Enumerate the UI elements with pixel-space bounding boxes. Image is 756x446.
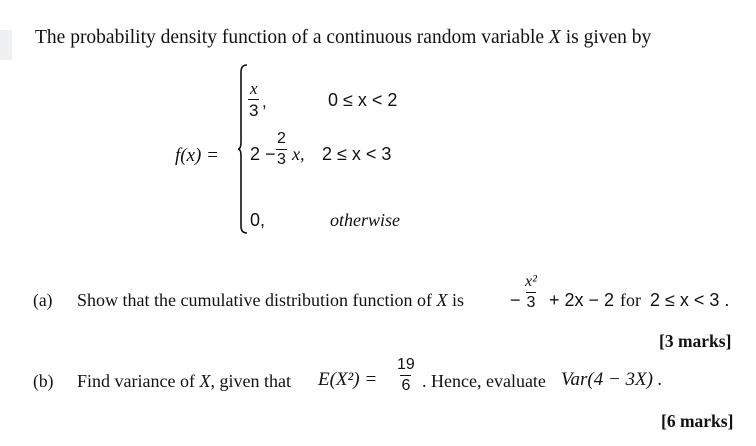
part-a-marks: [3 marks] <box>659 331 732 351</box>
intro-text-after: is given by <box>565 27 652 48</box>
part-b-text-before: Find variance of <box>77 371 195 391</box>
pdf-lhs: f(x) = <box>175 145 219 166</box>
question-intro <box>35 27 651 49</box>
left-edge-strip <box>0 30 12 60</box>
part-a-denominator: 3 <box>526 294 536 311</box>
case1-denominator: 3 <box>249 101 259 120</box>
part-b-text-mid: , given that <box>210 371 291 391</box>
part-a-text <box>77 290 464 311</box>
part-a-expr-tail: + 2x − 2 <box>549 290 615 310</box>
case1-numerator: x <box>249 79 258 98</box>
left-brace <box>238 64 248 234</box>
part-b-numerator: 19 <box>397 356 415 373</box>
part-a-for: for <box>620 290 641 310</box>
part-b-fraction <box>396 357 416 394</box>
part-b-text <box>77 371 291 392</box>
part-a-text-mid: is <box>451 290 464 310</box>
part-b-variable: X <box>199 371 211 391</box>
case1-condition: 0 ≤ x < 2 <box>328 90 398 110</box>
part-a-text-before: Show that the cumulative distribution function of <box>77 290 432 310</box>
case1-suffix: , <box>262 92 267 111</box>
part-b-expect-lhs: E(X²) = <box>318 369 378 390</box>
case2-suffix: x, <box>292 144 305 164</box>
part-b-label: (b) <box>33 371 54 391</box>
case2-numerator: 2 <box>277 130 286 147</box>
part-b-var-expr: Var(4 − 3X) . <box>561 369 663 390</box>
part-a-variable: X <box>436 290 448 310</box>
case2-condition: 2 ≤ x < 3 <box>322 144 392 164</box>
part-a-numerator: x² <box>525 273 537 290</box>
case3-condition: otherwise <box>330 210 400 230</box>
intro-variable: X <box>548 27 561 48</box>
part-a-label: (a) <box>33 290 53 310</box>
case1-fraction <box>248 80 259 119</box>
part-b-denominator: 6 <box>401 377 411 394</box>
case2-fraction <box>276 131 287 168</box>
case2-denominator: 3 <box>277 151 286 168</box>
case2-prefix: 2 − <box>250 144 276 164</box>
part-a-frac-sign: − <box>510 290 521 310</box>
part-a-fraction <box>524 274 538 311</box>
case3-expr: 0, <box>250 210 266 230</box>
part-b-marks: [6 marks] <box>661 411 734 431</box>
part-a-condition: 2 ≤ x < 3 . <box>650 290 730 310</box>
part-b-text-after: . Hence, evaluate <box>422 371 546 391</box>
intro-text-before: The probability density function of a continuous random variable <box>35 27 545 48</box>
